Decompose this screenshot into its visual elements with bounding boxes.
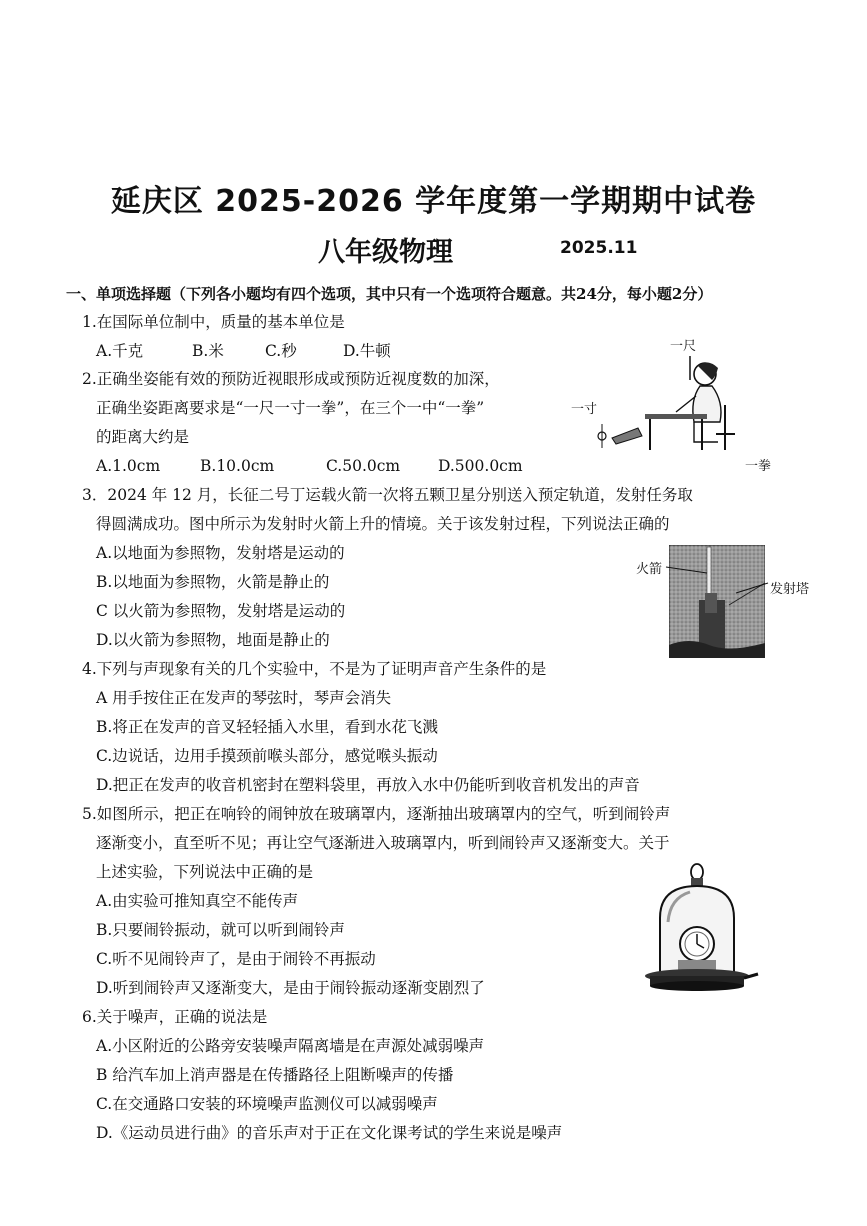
q5-option-c: C.听不见闹铃声了，是由于闹铃不再振动 [96, 950, 376, 968]
q4-option-b: B.将正在发声的音叉轻轻插入水里，看到水花飞溅 [96, 718, 438, 736]
q1-option-d: D.牛顿 [343, 342, 391, 360]
q5-option-a: A.由实验可推知真空不能传声 [96, 892, 299, 910]
fig-label-rocket: 火箭 [636, 562, 663, 577]
rocket-launch-photo [669, 545, 765, 658]
q6-option-c: C.在交通路口安装的环境噪声监测仪可以减弱噪声 [96, 1095, 438, 1113]
posture-illustration [590, 350, 750, 455]
fig-label-yicun: 一寸 [571, 402, 598, 417]
q1-option-c: C.秒 [265, 342, 297, 360]
q2-stem-line2: 正确坐姿距离要求是“一尺一寸一拳”，在三个一中“一拳” [96, 399, 485, 417]
exam-date: 2025.11 [560, 238, 638, 258]
q2-option-c: C.50.0cm [326, 457, 401, 475]
q5-stem-line3: 上述实验，下列说法中正确的是 [96, 863, 314, 881]
q2-stem-line1: 2.正确坐姿能有效的预防近视眼形成或预防近视度数的加深， [82, 370, 500, 388]
q6-stem: 6.关于噪声，正确的说法是 [82, 1008, 268, 1026]
q4-stem: 4.下列与声现象有关的几个实验中，不是为了证明声音产生条件的是 [82, 660, 547, 678]
q5-option-b: B.只要闹铃振动，就可以听到闹铃声 [96, 921, 345, 939]
q1-option-b: B.米 [192, 342, 224, 360]
q5-option-d: D.听到闹铃声又逐渐变大，是由于闹铃振动逐渐变剧烈了 [96, 979, 485, 997]
bell-jar-illustration [640, 862, 760, 994]
q3-option-c: C 以火箭为参照物，发射塔是运动的 [96, 602, 346, 620]
exam-title: 延庆区 2025-2026 学年度第一学期期中试卷 [110, 184, 757, 219]
q3-option-d: D.以火箭为参照物，地面是静止的 [96, 631, 330, 649]
q3-stem-line2: 得圆满成功。图中所示为发射时火箭上升的情境。关于该发射过程，下列说法正确的 [96, 515, 670, 533]
q4-option-d: D.把正在发声的收音机密封在塑料袋里，再放入水中仍能听到收音机发出的声音 [96, 776, 640, 794]
q5-stem-line2: 逐渐变小，直至听不见；再让空气逐渐进入玻璃罩内，听到闹铃声又逐渐变大。关于 [96, 834, 670, 852]
q2-option-d: D.500.0cm [438, 457, 523, 475]
q6-option-d: D.《运动员进行曲》的音乐声对于正在文化课考试的学生来说是噪声 [96, 1124, 563, 1142]
section-heading: 一、单项选择题（下列各小题均有四个选项，其中只有一个选项符合题意。共24分，每小题2分） [66, 285, 713, 303]
exam-subtitle: 八年级物理 [318, 237, 453, 268]
q3-option-b: B.以地面为参照物，火箭是静止的 [96, 573, 330, 591]
q3-option-a: A.以地面为参照物，发射塔是运动的 [96, 544, 345, 562]
q1-option-a: A.千克 [96, 342, 144, 360]
q5-stem-line1: 5.如图所示，把正在响铃的闹钟放在玻璃罩内，逐渐抽出玻璃罩内的空气，听到闹铃声 [82, 805, 671, 823]
q2-option-a: A.1.0cm [96, 457, 161, 475]
q2-stem-line3: 的距离大约是 [96, 428, 190, 446]
fig-label-yichi: 一尺 [670, 339, 697, 354]
q4-option-c: C.边说话，边用手摸颈前喉头部分，感觉喉头振动 [96, 747, 438, 765]
q3-stem-line1: 3．2024 年 12 月，长征二号丁运载火箭一次将五颗卫星分别送入预定轨道，发射任务取 [82, 486, 693, 504]
q4-option-a: A 用手按住正在发声的琴弦时，琴声会消失 [96, 689, 392, 707]
q6-option-a: A.小区附近的公路旁安装噪声隔离墙是在声源处减弱噪声 [96, 1037, 485, 1055]
q1-stem: 1.在国际单位制中，质量的基本单位是 [82, 313, 345, 331]
q6-option-b: B 给汽车加上消声器是在传播路径上阻断噪声的传播 [96, 1066, 454, 1084]
fig-label-tower: 发射塔 [770, 582, 810, 597]
fig-label-yiquan: 一拳 [745, 459, 772, 474]
rocket-leader-lines [660, 565, 770, 595]
q2-option-b: B.10.0cm [200, 457, 275, 475]
